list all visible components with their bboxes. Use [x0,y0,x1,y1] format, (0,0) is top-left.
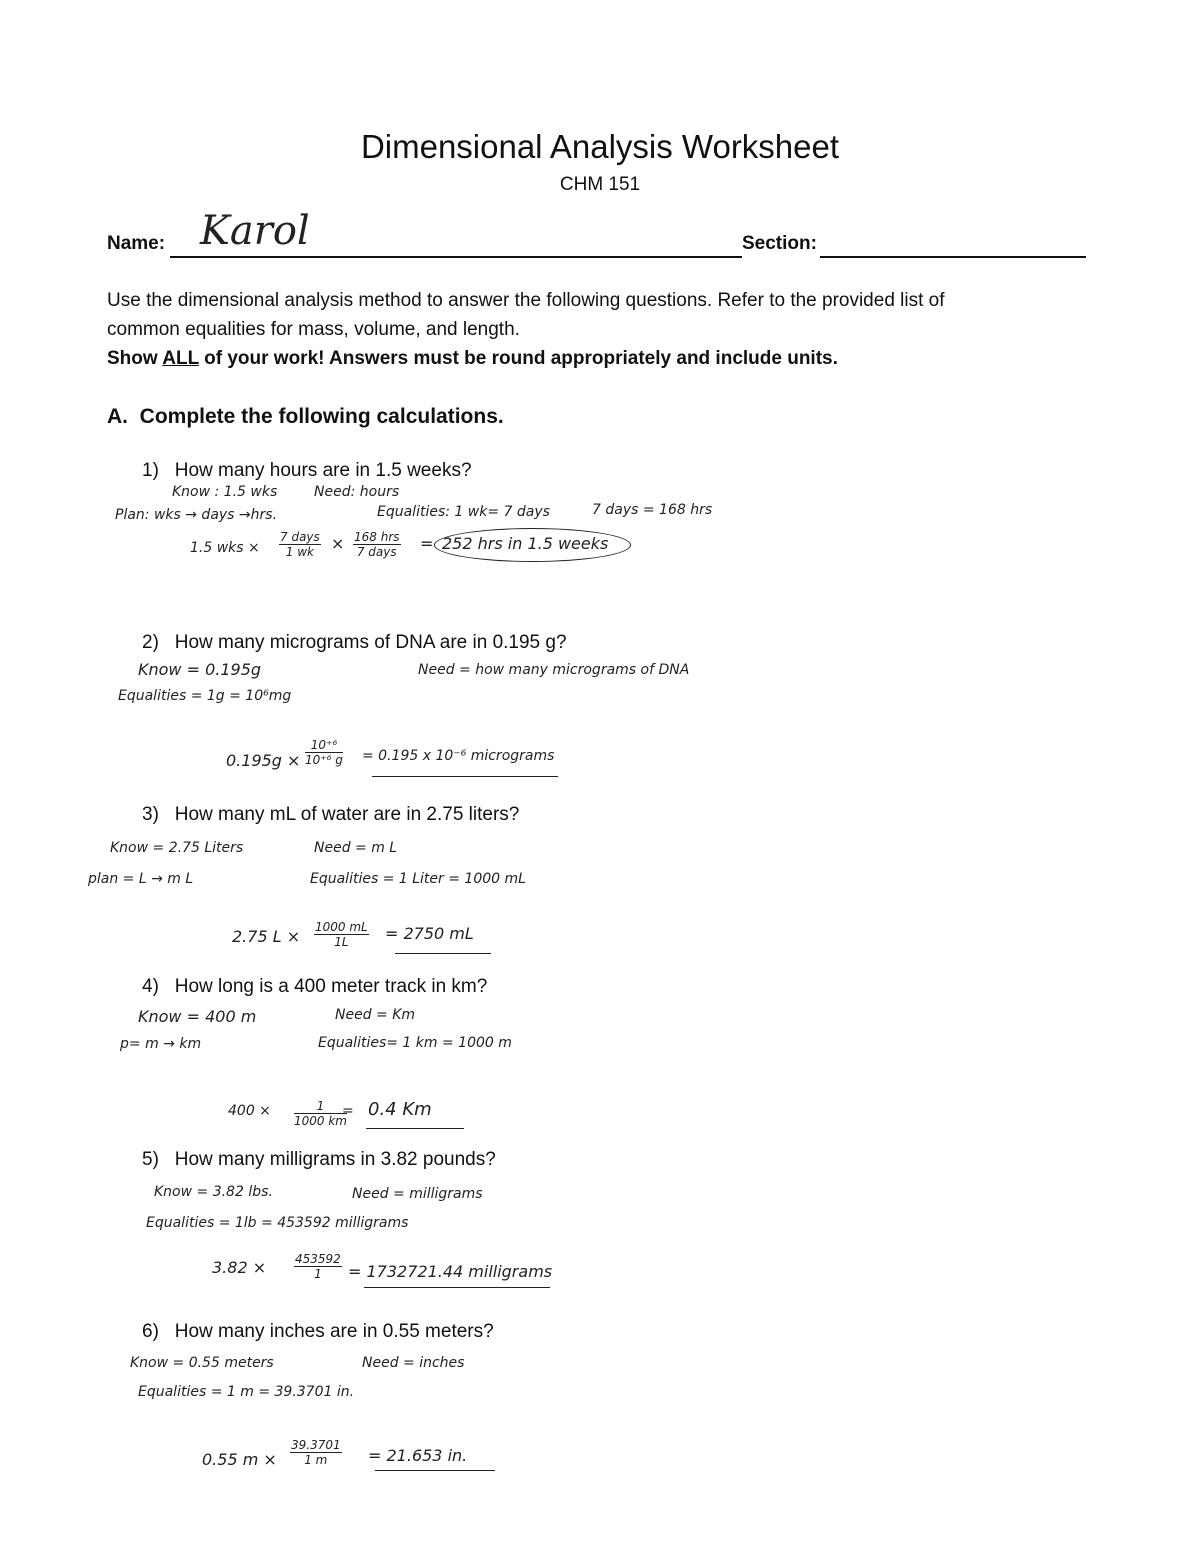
question-text: How many mL of water are in 2.75 liters? [174,804,520,825]
question-3 [142,804,519,826]
q1-fraction-1 [279,530,321,559]
question-number: 2) [142,632,159,653]
q4-answer-underline [366,1128,464,1129]
q1-start: 1.5 wks × [190,540,260,556]
section-field-line[interactable] [820,256,1086,258]
q2-fraction-1 [305,738,343,767]
question-number: 3) [142,804,159,825]
course-code: CHM 151 [559,174,641,195]
q6-need: Need = inches [362,1355,465,1371]
q4-equalities: Equalities= 1 km = 1000 m [318,1035,512,1051]
q2-f1-den: 10⁺⁶ g [305,753,343,767]
question-number: 4) [142,976,159,997]
q1-f2-den: 7 days [356,545,397,559]
q3-plan: plan = L → m L [88,871,194,887]
question-number: 6) [142,1321,159,1342]
q2-answer: = 0.195 x 10⁻⁶ micrograms [362,748,555,764]
q1-need: Need: hours [314,484,400,500]
q4-fraction-1 [294,1099,347,1128]
question-text: How many micrograms of DNA are in 0.195 g? [174,632,567,653]
q3-fraction-1 [314,920,369,949]
q1-equalities: Equalities: 1 wk= 7 days [377,504,550,520]
question-4 [142,976,487,998]
q1-f1-num: 7 days [280,530,320,544]
q3-know: Know = 2.75 Liters [110,840,244,856]
question-number: 5) [142,1149,159,1170]
q6-answer: = 21.653 in. [368,1446,468,1465]
q1-equalities-2: 7 days = 168 hrs [592,502,713,518]
q2-answer-underline [372,776,558,777]
q3-start: 2.75 L × [232,927,301,946]
q6-answer-underline [375,1470,495,1471]
q5-fraction-1 [294,1252,342,1281]
question-1 [142,460,472,482]
q4-answer: 0.4 Km [368,1099,432,1120]
q1-know: Know : 1.5 wks [172,484,278,500]
q4-equals: = [342,1103,354,1119]
question-text: How many inches are in 0.55 meters? [174,1321,494,1342]
question-text: How many hours are in 1.5 weeks? [174,460,472,481]
q5-need: Need = milligrams [352,1186,483,1202]
q4-plan: p= m → km [120,1036,202,1052]
question-text: How many milligrams in 3.82 pounds? [174,1149,496,1170]
instructions-line-2: common equalities for mass, volume, and length. [107,319,520,340]
name-signature: Karol [200,208,310,254]
show-prefix: Show [107,348,163,369]
q2-f1-num: 10⁺⁶ [305,738,343,753]
q5-f1-num: 453592 [295,1252,341,1266]
question-5 [142,1149,496,1171]
q2-know: Know = 0.195g [138,660,262,679]
q1-times: × [331,534,345,553]
section-a-title: Complete the following calculations. [139,405,504,428]
q1-equals: = [420,534,434,553]
q6-equalities: Equalities = 1 m = 39.3701 in. [138,1384,355,1400]
name-label: Name: [107,233,166,254]
q3-answer: = 2750 mL [385,924,474,943]
q6-fraction-1 [290,1438,342,1467]
q1-fraction-2 [353,530,401,559]
q1-f1-den: 1 wk [285,545,314,559]
instructions-show-all [107,344,838,373]
question-number: 1) [142,460,159,481]
question-2 [142,632,567,654]
name-field-line[interactable] [170,256,742,258]
q4-need: Need = Km [335,1007,416,1023]
q1-answer: 252 hrs in 1.5 weeks [442,534,609,553]
section-a-heading [107,405,504,429]
q5-equalities: Equalities = 1lb = 453592 milligrams [146,1215,409,1231]
q3-f1-num: 1000 mL [315,920,368,934]
q1-plan: Plan: wks → days →hrs. [115,507,278,523]
show-suffix: of your work! Answers must be round appropriately and include units. [198,348,838,369]
q6-f1-den: 1 m [304,1453,328,1467]
section-a-letter: A. [107,405,128,428]
q4-start: 400 × [228,1103,271,1119]
q1-f2-num: 168 hrs [354,530,400,544]
q5-start: 3.82 × [212,1258,267,1277]
q5-know: Know = 3.82 lbs. [154,1184,273,1200]
q2-start: 0.195g × [226,751,301,770]
page-title: Dimensional Analysis Worksheet [360,128,840,165]
q4-f1-den: 1000 km [294,1114,347,1128]
question-text: How long is a 400 meter track in km? [174,976,488,997]
show-all-emphasis: ALL [162,348,199,369]
q3-f1-den: 1L [334,935,349,949]
q5-answer-underline [364,1287,550,1288]
q5-answer: = 1732721.44 milligrams [348,1262,553,1281]
question-6 [142,1321,494,1343]
q3-equalities: Equalities = 1 Liter = 1000 mL [310,871,526,887]
q6-f1-num: 39.3701 [291,1438,341,1452]
q2-equalities: Equalities = 1g = 10⁶mg [118,688,292,704]
q3-need: Need = m L [314,840,398,856]
q3-answer-underline [395,953,491,954]
instructions-line-1: Use the dimensional analysis method to answer the following questions. Refer to the provided list of [107,290,945,311]
q2-need: Need = how many micrograms of DNA [418,662,690,678]
section-label: Section: [742,233,817,254]
q4-f1-num: 1 [294,1099,347,1114]
q6-start: 0.55 m × [202,1450,277,1469]
q4-know: Know = 400 m [138,1007,257,1026]
q5-f1-den: 1 [314,1267,322,1281]
q6-know: Know = 0.55 meters [130,1355,274,1371]
